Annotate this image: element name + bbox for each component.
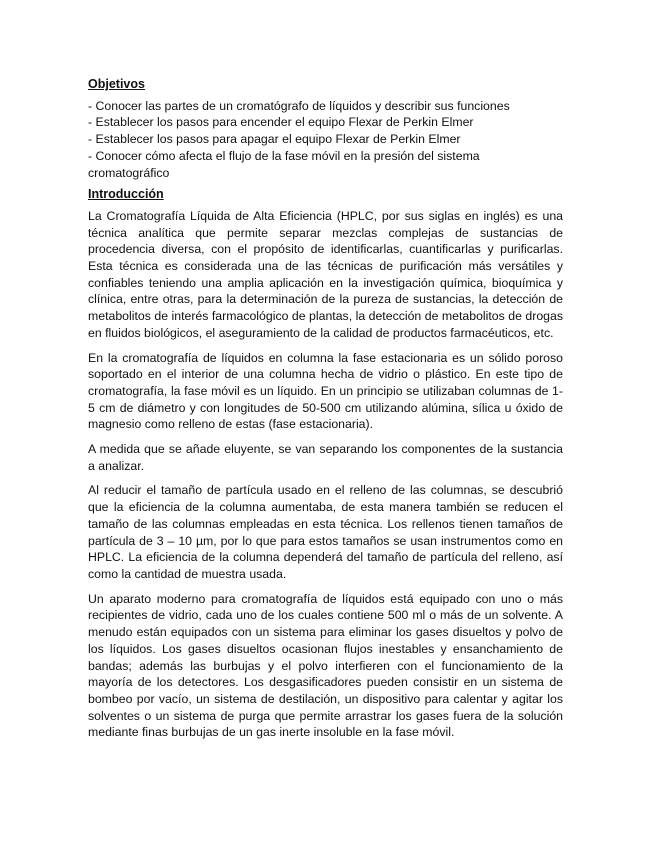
intro-paragraph: La Cromatografía Líquida de Alta Eficiencia (HPLC, por sus siglas en inglés) es una técnica analítica que permite separar mezclas complejas de sustancias de procedencia diversa, con el propósito de identificarlas, cuantificarlas y purificarlas. Esta técnica es considerada una de las técnicas de purificación más versátiles y confiables teniendo una amplia aplicación en la investigación química, bioquímica y clínica, entre otras, para la determinación de la pureza de sustancias, la detección de metabolitos de interés farmacológico de plantas, la detección de metabolitos de drogas en fluidos biológicos, el aseguramiento de la calidad de productos farmacéuticos, etc. — [88, 208, 563, 340]
intro-paragraph: En la cromatografía de líquidos en columna la fase estacionaria es un sólido poroso soportado en el interior de una columna hecha de vidrio o plástico. En este tipo de cromatografía, la fase móvil es un líquido. En un principio se utilizaban columnas de 1-5 cm de diámetro y con longitudes de 50-500 cm utilizando alúmina, sílica u óxido de magnesio como relleno de estas (fase estacionaria). — [88, 350, 563, 432]
intro-paragraph: Un aparato moderno para cromatografía de líquidos está equipado con uno o más recipientes de vidrio, cada uno de los cuales contiene 500 ml o más de un solvente. A menudo están equipados con un sistema para eliminar los gases disueltos y polvo de los líquidos. Los gases disueltos ocasionan flujos inestables y ensanchamiento de bandas; además las burbujas y el polvo interfieren con el funcionamiento de la mayoría de los detectores. Los desgasificadores pueden consistir en un sistema de bombeo por vacío, un sistema de destilación, un dispositivo para calentar y agitar los solventes o un sistema de purga que permite arrastrar los gases fuera de la solución mediante finas burbujas de un gas inerte insoluble en la fase móvil. — [88, 591, 563, 740]
introduction-heading: Introducción — [88, 187, 164, 202]
objective-item: - Conocer cómo afecta el flujo de la fase móvil en la presión del sistema cromatográfico — [88, 148, 480, 180]
objectives-list — [88, 98, 563, 182]
objective-item: - Establecer los pasos para encender el equipo Flexar de Perkin Elmer — [88, 115, 474, 130]
introduction-section — [88, 186, 563, 741]
intro-paragraph: Al reducir el tamaño de partícula usado en el relleno de las columnas, se descubrió que la eficiencia de la columna aumentaba, de esta manera también se reducen el tamaño de las columnas empleadas en esta técnica. Los rellenos tienen tamaños de partícula de 3 – 10 µm, por lo que para estos tamaños se usan instrumentos como en HPLC. La eficiencia de la columna dependerá del tamaño de partícula del relleno, así como la cantidad de muestra usada. — [88, 483, 563, 581]
objective-item: - Conocer las partes de un cromatógrafo de líquidos y describir sus funciones — [88, 98, 510, 113]
document-page — [88, 76, 563, 749]
objectives-section — [88, 76, 563, 181]
objective-item: - Establecer los pasos para apagar el equipo Flexar de Perkin Elmer — [88, 132, 461, 147]
intro-paragraph: A medida que se añade eluyente, se van separando los componentes de la sustancia a analizar. — [88, 442, 563, 473]
objectives-heading: Objetivos — [88, 77, 145, 91]
